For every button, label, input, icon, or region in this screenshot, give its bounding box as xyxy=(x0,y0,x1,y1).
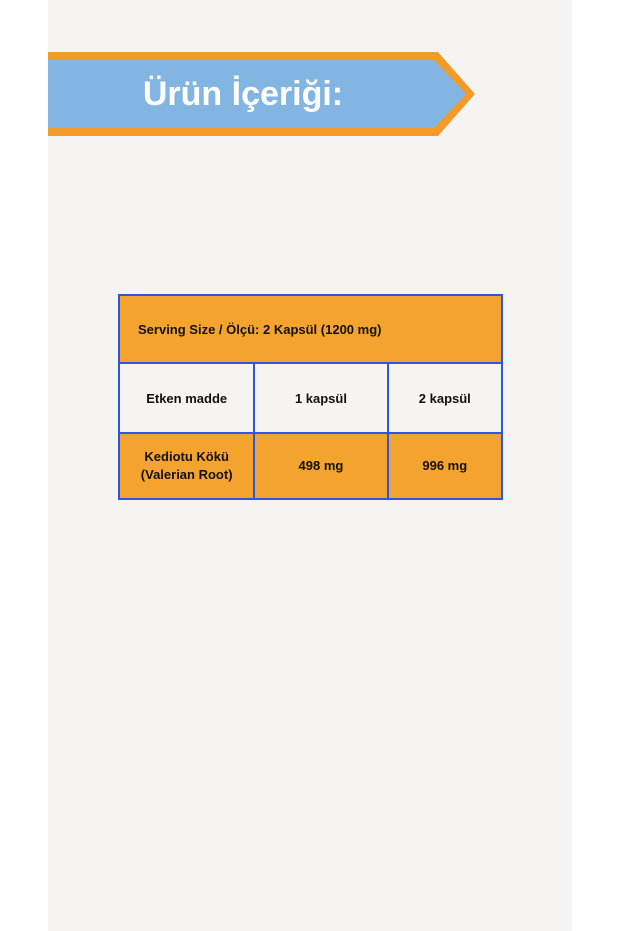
supplement-facts-table xyxy=(118,294,503,500)
ingredient-latin-name: (Valerian Root) xyxy=(140,467,233,482)
ingredient-name: Kediotu Kökü xyxy=(144,449,229,464)
table-row xyxy=(119,433,502,499)
amount-1-capsule: 498 mg xyxy=(254,433,387,499)
ingredient-name-cell xyxy=(119,433,254,499)
table-header-row xyxy=(119,363,502,433)
title-banner xyxy=(48,52,476,136)
header-2-capsules: 2 kapsül xyxy=(388,363,502,433)
serving-size-row xyxy=(119,295,502,363)
banner-title: Ürün İçeriği: xyxy=(142,75,344,113)
header-active-ingredient: Etken madde xyxy=(119,363,254,433)
serving-size-cell: Serving Size / Ölçü: 2 Kapsül (1200 mg) xyxy=(119,295,502,363)
amount-2-capsules: 996 mg xyxy=(388,433,502,499)
header-1-capsule: 1 kapsül xyxy=(254,363,387,433)
